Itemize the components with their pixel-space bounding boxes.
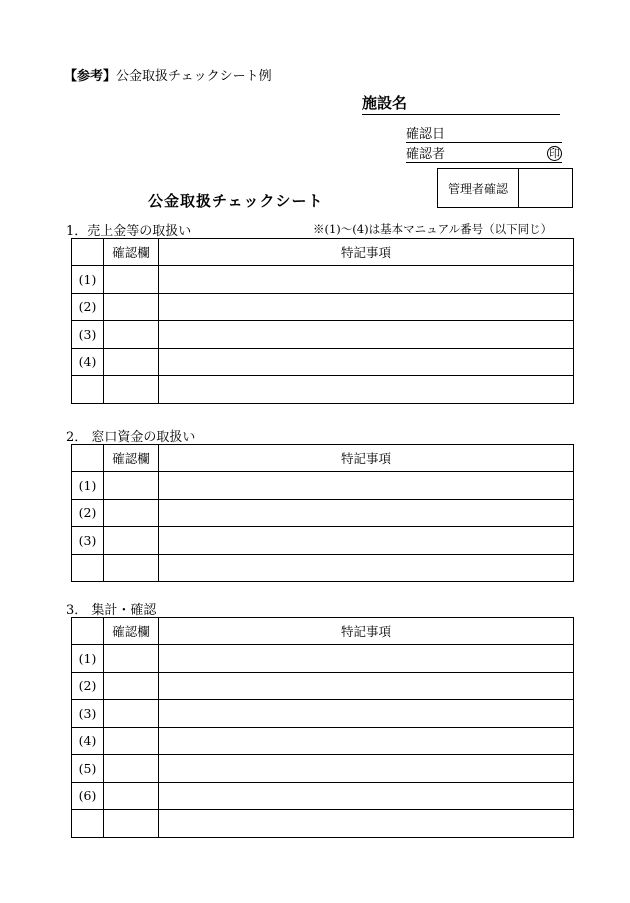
table-row — [72, 727, 574, 755]
table-row — [72, 376, 574, 404]
table-row — [72, 672, 574, 700]
remarks-cell[interactable] — [159, 293, 574, 321]
row-number: (1) — [72, 266, 104, 294]
check-cell[interactable] — [104, 472, 159, 500]
row-number: (1) — [72, 472, 104, 500]
remarks-cell[interactable] — [159, 472, 574, 500]
remarks-cell[interactable] — [159, 672, 574, 700]
table-row — [72, 755, 574, 783]
remarks-cell[interactable] — [159, 700, 574, 728]
row-number: (3) — [72, 321, 104, 349]
header-blank-cell — [72, 445, 104, 472]
section-title-1: 1．売上金等の取扱い — [66, 224, 192, 239]
table-header-row — [72, 618, 574, 645]
table-row — [72, 645, 574, 673]
manual-number-note: ※(1)～(4)は基本マニュアル番号（以下同じ） — [313, 222, 553, 236]
remarks-cell[interactable] — [159, 499, 574, 527]
confirm-date-label: 確認日 — [406, 127, 446, 142]
check-cell[interactable] — [104, 782, 159, 810]
check-cell[interactable] — [104, 527, 159, 555]
sheet-title: 公金取扱チェックシート — [148, 192, 324, 210]
check-cell[interactable] — [104, 755, 159, 783]
section-title-2: 2． 窓口資金の取扱い — [66, 430, 196, 445]
row-number: (2) — [72, 293, 104, 321]
table-header-row — [72, 239, 574, 266]
table-row — [72, 554, 574, 582]
row-number: (1) — [72, 645, 104, 673]
checker-field[interactable] — [406, 143, 562, 163]
header-check-column: 確認欄 — [104, 239, 159, 266]
header-remarks-column: 特記事項 — [159, 445, 574, 472]
remarks-cell[interactable] — [159, 376, 574, 404]
table-row — [72, 782, 574, 810]
checklist-table-2 — [71, 444, 574, 582]
facility-name-field[interactable] — [362, 92, 560, 115]
header-blank-cell — [72, 618, 104, 645]
check-cell[interactable] — [104, 700, 159, 728]
check-cell[interactable] — [104, 672, 159, 700]
table-row — [72, 527, 574, 555]
row-number: (3) — [72, 700, 104, 728]
remarks-cell[interactable] — [159, 554, 574, 582]
confirm-date-field[interactable] — [406, 123, 562, 143]
check-cell[interactable] — [104, 645, 159, 673]
table-row — [72, 499, 574, 527]
remarks-cell[interactable] — [159, 782, 574, 810]
reference-title-text: 公金取扱チェックシート例 — [116, 69, 272, 84]
check-cell[interactable] — [104, 499, 159, 527]
table-row — [72, 810, 574, 838]
manager-confirm-label: 管理者確認 — [438, 169, 519, 207]
remarks-cell[interactable] — [159, 755, 574, 783]
table-row — [72, 700, 574, 728]
row-number: (2) — [72, 672, 104, 700]
row-number — [72, 554, 104, 582]
check-cell[interactable] — [104, 348, 159, 376]
section-title-3: 3． 集計・確認 — [66, 603, 157, 618]
table-row — [72, 266, 574, 294]
manager-confirm-box — [437, 168, 573, 208]
row-number: (4) — [72, 727, 104, 755]
header-blank-cell — [72, 239, 104, 266]
row-number: (5) — [72, 755, 104, 783]
remarks-cell[interactable] — [159, 348, 574, 376]
table-row — [72, 293, 574, 321]
remarks-cell[interactable] — [159, 266, 574, 294]
check-cell[interactable] — [104, 810, 159, 838]
header-remarks-column: 特記事項 — [159, 239, 574, 266]
row-number: (6) — [72, 782, 104, 810]
remarks-cell[interactable] — [159, 527, 574, 555]
row-number — [72, 810, 104, 838]
remarks-cell[interactable] — [159, 645, 574, 673]
check-cell[interactable] — [104, 266, 159, 294]
checker-label: 確認者 — [406, 147, 446, 162]
check-cell[interactable] — [104, 376, 159, 404]
manager-confirm-stamp-area[interactable] — [519, 169, 572, 207]
check-cell[interactable] — [104, 554, 159, 582]
header-check-column: 確認欄 — [104, 445, 159, 472]
reference-title — [64, 65, 272, 84]
remarks-cell[interactable] — [159, 321, 574, 349]
checklist-table-1 — [71, 238, 574, 404]
reference-bracket-label: 【参考】 — [64, 69, 117, 84]
remarks-cell[interactable] — [159, 727, 574, 755]
check-cell[interactable] — [104, 321, 159, 349]
table-header-row — [72, 445, 574, 472]
remarks-cell[interactable] — [159, 810, 574, 838]
row-number — [72, 376, 104, 404]
seal-mark: 印 — [549, 147, 560, 160]
check-cell[interactable] — [104, 293, 159, 321]
header-check-column: 確認欄 — [104, 618, 159, 645]
row-number: (4) — [72, 348, 104, 376]
facility-name-label: 施設名 — [362, 94, 408, 112]
row-number: (3) — [72, 527, 104, 555]
checklist-table-3 — [71, 617, 574, 838]
header-remarks-column: 特記事項 — [159, 618, 574, 645]
table-row — [72, 348, 574, 376]
row-number: (2) — [72, 499, 104, 527]
table-row — [72, 472, 574, 500]
check-cell[interactable] — [104, 727, 159, 755]
table-row — [72, 321, 574, 349]
